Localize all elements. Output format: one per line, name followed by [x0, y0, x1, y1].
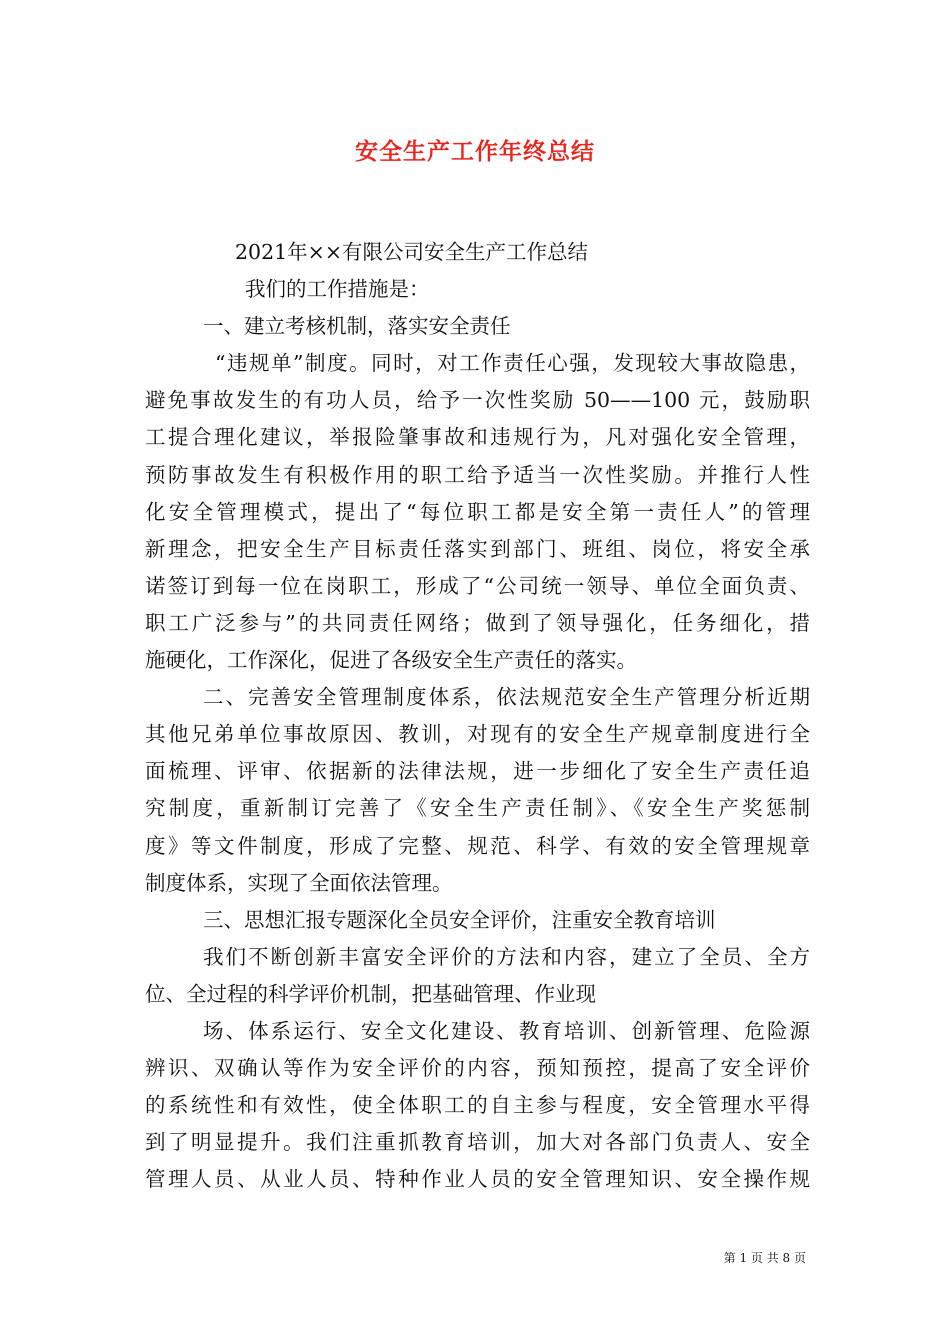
- paragraph-line: 预防事故发生有积极作用的职工给予适当一次性奖励。并推行人性: [145, 462, 810, 487]
- paragraph-line: 职工广泛参与”的共同责任网络；做到了领导强化，任务细化，措: [145, 610, 810, 635]
- paragraph-line: 度》等文件制度，形成了完整、规范、科学、有效的安全管理规章: [145, 833, 810, 858]
- paragraph-line: 位、全过程的科学评价机制，把基础管理、作业现: [145, 981, 596, 1006]
- paragraph-line: 诺签订到每一位在岗职工，形成了“公司统一领导、单位全面负责、: [145, 573, 810, 598]
- paragraph-line: “违规单”制度。同时，对工作责任心强，发现较大事故隐患，: [215, 351, 810, 376]
- paragraph-line: 化安全管理模式，提出了“每位职工都是安全第一责任人”的管理: [145, 499, 810, 524]
- paragraph-line: 我们的工作措施是：: [245, 277, 430, 302]
- section-heading: 三、思想汇报专题深化全员安全评价，注重安全教育培训: [203, 907, 716, 932]
- paragraph-line: 面梳理、评审、依据新的法律法规，进一步细化了安全生产责任追: [145, 759, 810, 784]
- paragraph-line: 到了明显提升。我们注重抓教育培训，加大对各部门负责人、安全: [145, 1130, 810, 1155]
- paragraph-line: 避免事故发生的有功人员，给予一次性奖励 50——100 元，鼓励职: [145, 388, 810, 413]
- page-number: 第 1 页 共 8 页: [723, 1251, 806, 1265]
- paragraph-line: 新理念，把安全生产目标责任落实到部门、班组、岗位，将安全承: [145, 536, 810, 561]
- document-title: 安全生产工作年终总结: [355, 139, 595, 165]
- section-heading: 二、完善安全管理制度体系，依法规范安全生产管理分析近期: [203, 685, 810, 710]
- paragraph-line: 管理人员、从业人员、特种作业人员的安全管理知识、安全操作规: [145, 1167, 810, 1192]
- paragraph-line: 的系统性和有效性，使全体职工的自主参与程度，安全管理水平得: [145, 1093, 810, 1118]
- document-body: [145, 234, 810, 1198]
- section-heading: 一、建立考核机制，落实安全责任: [203, 314, 511, 339]
- paragraph-line: 其他兄弟单位事故原因、教训，对现有的安全生产规章制度进行全: [145, 722, 810, 747]
- paragraph-line: 工提合理化建议，举报险肇事故和违规行为，凡对强化安全管理，: [145, 425, 810, 450]
- paragraph-line: 施硬化，工作深化，促进了各级安全生产责任的落实。: [145, 648, 637, 673]
- paragraph-line: 辨识、双确认等作为安全评价的内容，预知预控，提高了安全评价: [145, 1056, 810, 1081]
- paragraph-line: 我们不断创新丰富安全评价的方法和内容，建立了全员、全方: [203, 944, 810, 969]
- document-subtitle: 2021年××有限公司安全生产工作总结: [235, 240, 589, 264]
- paragraph-line: 制度体系，实现了全面依法管理。: [145, 870, 453, 895]
- paragraph-line: 究制度，重新制订完善了《安全生产责任制》、《安全生产奖惩制: [145, 796, 810, 821]
- paragraph-line: 场、体系运行、安全文化建设、教育培训、创新管理、危险源: [203, 1018, 810, 1043]
